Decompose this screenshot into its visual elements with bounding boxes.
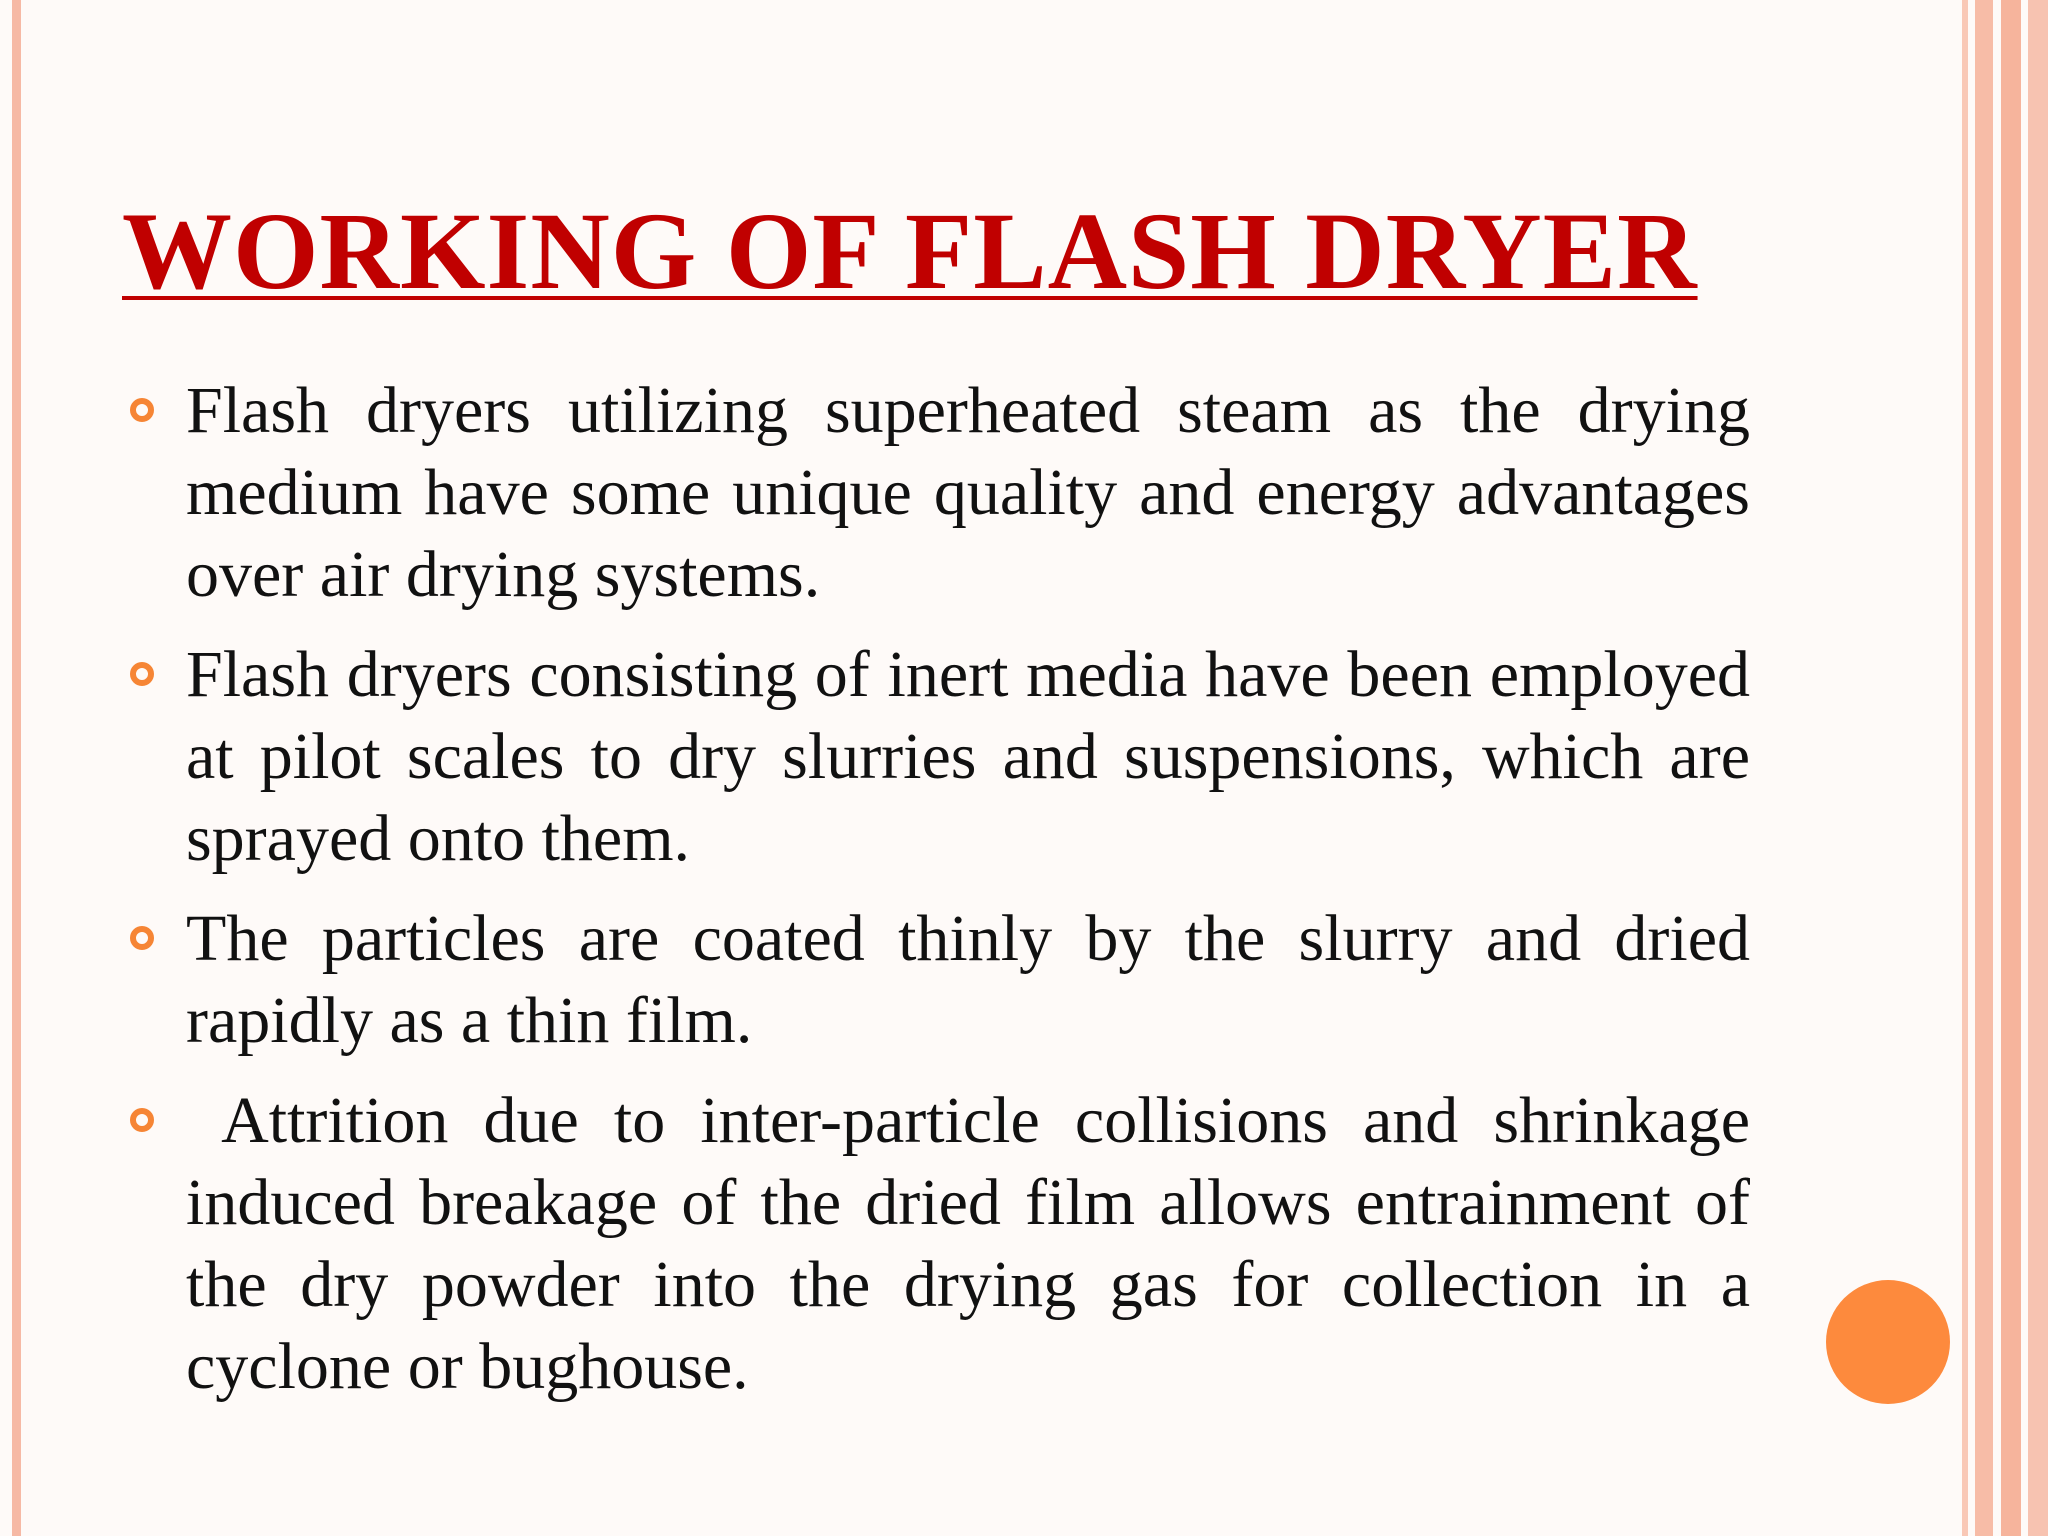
bullet-list: [130, 370, 1750, 1426]
left-border-decoration: [12, 0, 21, 1536]
bullet-text: Flash dryers consisting of inert media have been employed at pilot scales to dry slurries and suspensions, which are sprayed onto them.: [186, 638, 1750, 875]
right-border-decoration: [2001, 0, 2021, 1536]
bullet-text: Flash dryers utilizing superheated steam as the drying medium have some unique quality and energy advantages over air drying systems.: [186, 374, 1750, 611]
orange-circle-decoration: [1826, 1280, 1950, 1404]
hollow-circle-bullet-icon: [130, 926, 154, 950]
hollow-circle-bullet-icon: [130, 662, 154, 686]
slide-title: WORKING OF FLASH DRYER: [122, 190, 1698, 312]
bullet-item: [130, 1080, 1750, 1408]
hollow-circle-bullet-icon: [130, 1108, 154, 1132]
hollow-circle-bullet-icon: [130, 398, 154, 422]
bullet-text: The particles are coated thinly by the slurry and dried rapidly as a thin film.: [186, 902, 1750, 1057]
bullet-item: [130, 370, 1750, 616]
bullet-item: [130, 634, 1750, 880]
bullet-text: Attrition due to inter-particle collisions and shrinkage induced breakage of the dried film allows entrainment of the dry powder into the drying gas for collection in a cyclone or bughouse.: [186, 1084, 1750, 1403]
right-border-decoration: [2028, 0, 2048, 1536]
bullet-item: [130, 898, 1750, 1062]
right-border-decoration: [1962, 0, 1968, 1536]
right-border-decoration: [1975, 0, 1993, 1536]
